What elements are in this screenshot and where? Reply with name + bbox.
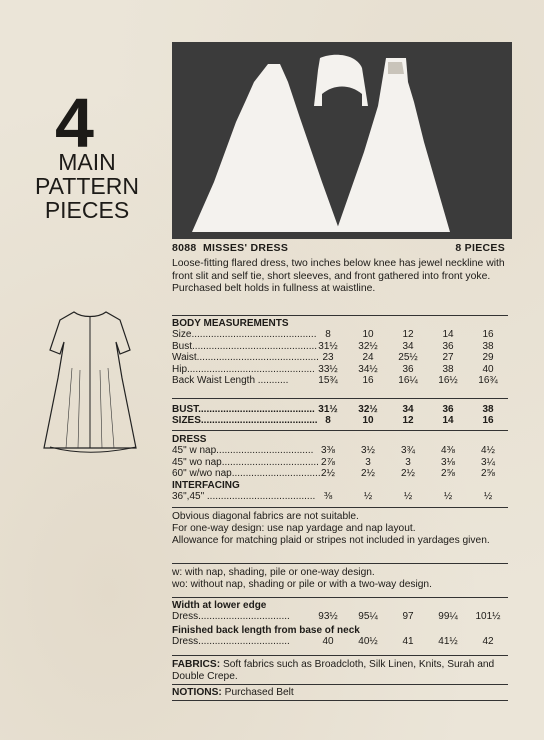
table-row: Hip.............................................. 33½ 34½ 36 38 40 — [172, 363, 494, 375]
heading-line-3: PIECES — [44, 197, 130, 223]
note-line: Obvious diagonal fabrics are not suitable. — [172, 511, 359, 522]
table-row: 36",45" ....................................... ⅜ ½ ½ ½ ½ — [172, 490, 493, 502]
body-measurements-table — [172, 318, 508, 386]
table-row: Dress................................. 40 40½ 41 41½ 42 — [172, 636, 494, 648]
table-row: 45" w nap................................... 3⅜ 3½ 3¾ 4⅜ 4½ — [172, 445, 495, 457]
table-title: DRESS — [172, 434, 207, 445]
main-pattern-pieces-heading — [22, 150, 152, 222]
note-line: w: with nap, shading, pile or one-way design. — [172, 567, 375, 578]
table-row: 60" w/wo nap................................. 2½ 2½ 2½ 2⅝ 2⅝ — [172, 468, 495, 480]
divider — [172, 700, 508, 701]
notions-label: NOTIONS: — [172, 687, 222, 698]
divider — [172, 315, 508, 316]
table-row: BUST.......................................... 31½ 32½ 34 36 38 — [172, 404, 494, 415]
table-row: Size............................................. 8 10 12 14 16 — [172, 329, 494, 341]
pattern-pieces-illustration — [172, 42, 512, 239]
table-title: Width at lower edge — [172, 600, 267, 611]
dress-yardage-table — [172, 434, 508, 502]
table-row: SIZES.......................................... 8 10 12 14 16 — [172, 415, 494, 427]
fabrics-section — [172, 659, 508, 683]
divider — [172, 684, 508, 685]
dress-back-view-drawing — [36, 308, 146, 458]
divider — [172, 430, 508, 431]
fabrics-label: FABRICS: — [172, 659, 221, 670]
heading-line-2: PATTERN — [35, 173, 139, 199]
description-text: Loose-fitting flared dress, two inches below knee has jewel neckline with front slit and self tie, short sleeves, and front gathered into front yoke. Purchased belt holds in fullness at waistline. — [172, 258, 505, 294]
divider — [172, 507, 508, 508]
fabric-notes — [172, 511, 508, 548]
table-row: Bust............................................. 31½ 32½ 34 36 38 — [172, 340, 494, 352]
divider — [172, 655, 508, 656]
pattern-title: 8088 MISSES' DRESS — [172, 242, 289, 254]
finished-measurements-table — [172, 600, 508, 648]
interfacing-title: INTERFACING — [172, 479, 240, 491]
bust-sizes-table — [172, 404, 508, 427]
table-title: Finished back length from base of neck — [172, 624, 360, 636]
table-row: Waist............................................ 23 24 25½ 27 29 — [172, 352, 494, 364]
nap-legend — [172, 567, 508, 591]
fabrics-text: Soft fabrics such as Broadcloth, Silk Linen, Knits, Surah and Double Crepe. — [172, 659, 495, 683]
note-line: wo: without nap, shading or pile or with a two-way design. — [172, 579, 432, 591]
pattern-description — [172, 242, 505, 296]
notions-section — [172, 687, 508, 699]
notions-text: Purchased Belt — [224, 687, 294, 698]
piece-count: 8 PIECES — [455, 242, 505, 254]
note-line: For one-way design: use nap yardage and nap layout. — [172, 523, 416, 535]
table-row: 45" wo nap................................... 2⅞ 3 3 3⅛ 3¼ — [172, 456, 495, 468]
note-line: Allowance for matching plaid or stripes not included in yardages given. — [172, 535, 490, 547]
divider — [172, 563, 508, 564]
table-row: Dress................................. 93½ 95¼ 97 99¼ 101½ — [172, 611, 501, 623]
heading-line-1: MAIN — [58, 149, 116, 175]
divider — [172, 597, 508, 598]
piece-count-number: 4 — [55, 84, 92, 162]
divider — [172, 398, 508, 399]
table-title: BODY MEASUREMENTS — [172, 318, 289, 329]
table-row: Back Waist Length ........... 15¾ 16 16¼ 16½ 16¾ — [172, 374, 498, 386]
